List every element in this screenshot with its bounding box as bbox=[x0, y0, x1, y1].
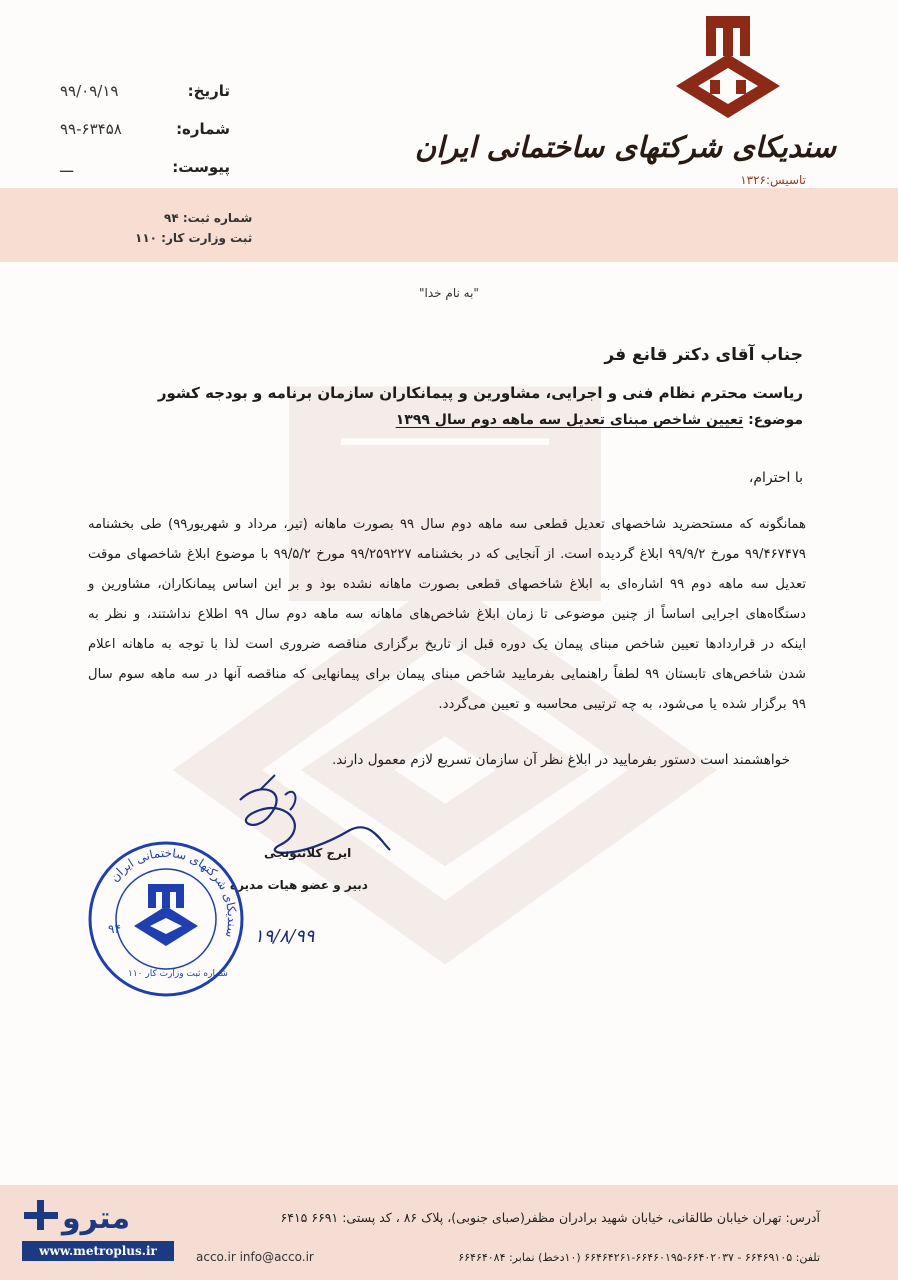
subject-text: تعیین شاخص مبنای تعدیل سه ماهه دوم سال ۱۳۹۹ bbox=[395, 412, 744, 428]
letter-meta bbox=[60, 72, 230, 186]
date-row bbox=[60, 72, 230, 110]
attachment-label: پیوست: bbox=[172, 158, 230, 176]
organization-name: سندیکای شرکتهای ساختمانی ایران bbox=[414, 130, 836, 164]
attachment-row bbox=[60, 148, 230, 186]
metroplus-logo-icon bbox=[18, 1196, 173, 1236]
official-stamp bbox=[86, 838, 246, 1000]
stamp-ring-text: سندیکای شرکتهای ساختمانی ایران bbox=[107, 845, 240, 939]
footer-address: آدرس: تهران خیابان طالقانی، خیابان شهید برادران مظفر(صبای جنوبی)، پلاک ۸۶ ، کد پستی: ۶۶۹۱ ۶۴۱۵ bbox=[280, 1210, 820, 1225]
company-logo-icon bbox=[668, 14, 788, 124]
metroplus-brand: مترو bbox=[62, 1201, 131, 1236]
registration-number: شماره ثبت: ۹۴ bbox=[164, 211, 253, 225]
subject-line bbox=[396, 412, 803, 428]
stamp-bottom-text: شماره ثبت وزارت کار ۱۱۰ bbox=[128, 969, 228, 979]
founded-date: تاسیس:۱۳۲۶ bbox=[740, 173, 806, 187]
signer-title: دبیر و عضو هیات مدیره bbox=[230, 878, 368, 892]
registration-info bbox=[135, 208, 252, 248]
footer-website: acco.ir info@acco.ir bbox=[196, 1250, 314, 1264]
basmala: "به نام خدا" bbox=[419, 286, 479, 300]
recipient: جناب آقای دکتر قانع فر bbox=[604, 345, 803, 365]
subject-label: موضوع: bbox=[748, 412, 803, 428]
number-value: ۹۹-۶۳۴۵۸ bbox=[60, 120, 122, 138]
date-value: ۹۹/۰۹/۱۹ bbox=[60, 82, 119, 100]
footer-phone: تلفن: ۶۶۴۶۹۱۰۵ - ۶۶۴۰۲۰۳۷-۶۶۴۶۰۱۹۵-۶۶۴۶۴۲۶۱ (۱۰دخط) نمابر: ۶۶۴۶۴۰۸۴ bbox=[458, 1251, 820, 1264]
signer-name: ایرج کلانتونجی bbox=[264, 846, 352, 860]
handwritten-date-text: ۱۹/۸/۹۹ bbox=[254, 926, 315, 947]
recipient-position: ریاست محترم نظام فنی و اجرایی، مشاورین و پیمانکاران سازمان برنامه و بودجه کشور bbox=[157, 384, 803, 402]
greeting: با احترام، bbox=[748, 470, 803, 486]
ministry-registration: ثبت وزارت کار: ۱۱۰ bbox=[135, 231, 253, 245]
number-label: شماره: bbox=[176, 120, 230, 138]
closing-line: خواهشمند است دستور بفرمایید در ابلاغ نظر آن سازمان تسریع لازم معمول دارند. bbox=[331, 752, 790, 768]
attachment-value: ـــ bbox=[60, 158, 74, 176]
svg-text:سندیکای شرکتهای ساختمانی ایران bbox=[107, 846, 239, 939]
handwritten-date bbox=[250, 906, 330, 966]
metroplus-url: www.metroplus.ir bbox=[22, 1241, 174, 1261]
stamp-number: ۹۴ bbox=[108, 922, 121, 936]
letter-body: همانگونه که مستحضرید شاخصهای تعدیل قطعی سه ماهه دوم سال ۹۹ بصورت ماهانه (تیر، مرداد و شهریور۹۹) طی بخشنامه ۹۹/۴۶۷۴۷۹ مورخ ۹۹/۹/۲ ابلاغ گردیده است. از آنجایی که در بخشنامه ۹۹/۲۵۹۲۲۷ مورخ ۹۹/۵/۲ با موضوع ابلاغ شاخصهای موقت تعدیل سه ماهه دوم ۹۹ اشاره‌ای به ابلاغ شاخصهای قطعی بصورت ماهانه نشده بود و بر این اساس پیمانکاران، مشاورین و دستگاه‌های اجرایی اساساً از چنین موضوعی تا زمان ابلاغ شاخص‌های ماهانه سه ماهه دوم سال ۹۹ اطلاع نداشتند، و نظر به اینکه در قراردادها تعیین شاخص مبنای پیمان یک دوره قبل از تاریخ برگزاری مناقصه ضروری است لذا با توجه به ماهانه اعلام شدن شاخص‌های تابستان ۹۹ لطفاً راهنمایی بفرمایید شاخص مبنای پیمان برای پیمانهایی که مناقصه آنها در سه ماهه سوم سال ۹۹ برگزار شده یا می‌شود، به چه ترتیبی محاسبه و تعیین می‌گردد. bbox=[88, 517, 806, 712]
number-row bbox=[60, 110, 230, 148]
date-label: تاریخ: bbox=[187, 82, 230, 100]
